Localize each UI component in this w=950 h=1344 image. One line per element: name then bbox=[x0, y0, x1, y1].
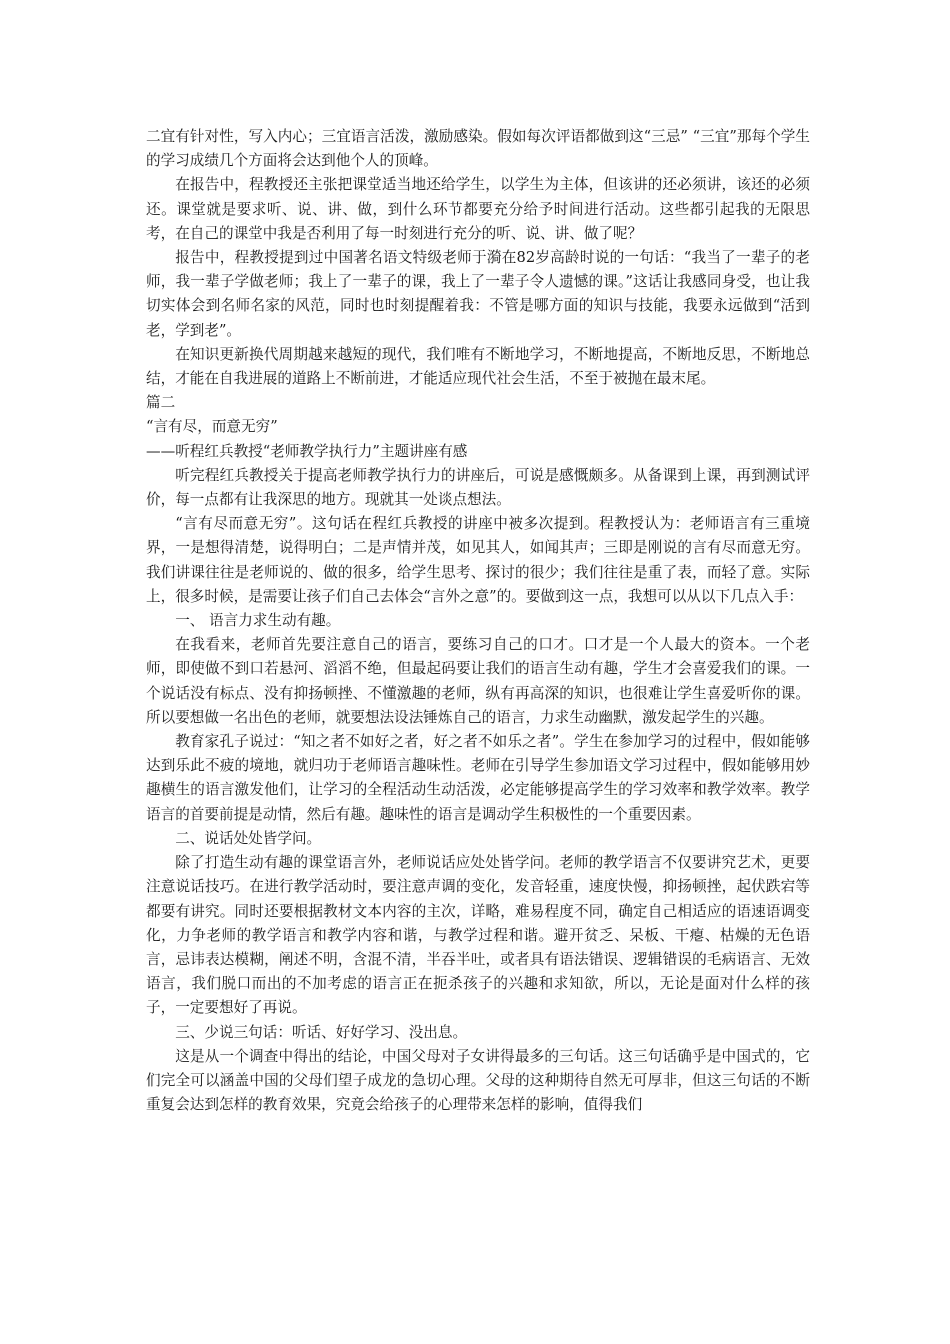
paragraph-confucius: 教育家孔子说过：“知之者不如好之者，好之者不如乐之者”。学生在参加学习的过程中，假如能够达到乐此不疲的境地，就归功于老师语言趣味性。老师在引导学生参加语文学习过程中，假如能够用妙趣横生的语言激发他们，让学习的全程活动生动活泼，必定能够提高学生的学习效率和教学效率。教学语言的首要前提是动情，然后有趣。趣味性的语言是调动学生积极性的一个重要因素。 bbox=[146, 733, 810, 823]
subheading-point-two: 二、说话处处皆学问。 bbox=[175, 829, 322, 847]
paragraph-continuation: 二宜有针对性，写入内心；三宜语言活泼，激励感染。假如每次评语都做到这“三忌” “三宜”那每个学生的学习成绩几个方面将会达到他个人的顶峰。 bbox=[146, 128, 810, 170]
subheading-point-one: 一、 语言力求生动有趣。 bbox=[175, 612, 341, 630]
article-subtitle: ——听程红兵教授“老师教学执行力”主题讲座有感 bbox=[146, 442, 468, 460]
paragraph-lifelong-learning: 在知识更新换代周期越来越短的现代，我们唯有不断地学习，不断地提高，不断地反思，不断地总结，才能在自我进展的道路上不断前进，才能适应现代社会生活，不至于被抛在最末尾。 bbox=[146, 345, 810, 388]
section-heading-part-two: 篇二 bbox=[146, 394, 176, 412]
paragraph-yu-yi-quote: 报告中，程教授提到过中国著名语文特级老师于漪在82岁高龄时说的一句话：“我当了一辈子的老师，我一辈子学做老师；我上了一辈子的课，我上了一辈子令人遗憾的课。”这话让我感同身受，也让我切实体会到名师名家的风范，同时也时刻提醒着我：不管是哪方面的知识与技能，我要永远做到“活到老，学到老”。 bbox=[146, 249, 810, 339]
paragraph-three-realms: “言有尽而意无穷”。这句话在程红兵教授的讲座中被多次提到。程教授认为：老师语言有三重境界，一是想得清楚，说得明白；二是声情并茂，如见其人，如闻其声；三即是刚说的言有尽而意无穷。我们讲课往往是老师说的、做的很多，给学生思考、探讨的很少；我们往往是重了表，而轻了意。实际上，很多时候，是需要让孩子们自己去体会“言外之意”的。要做到这一点，我想可以从以下几点入手： bbox=[146, 515, 810, 605]
paragraph-classroom: 在报告中，程教授还主张把课堂适当地还给学生，以学生为主体，但该讲的还必须讲，该还的必须还。课堂就是要求听、说、讲、做，到什么环节都要充分给予时间进行活动。这些都引起我的无限思考，在自己的课堂中我是否利用了每一时刻进行充分的听、说、讲、做了呢？ bbox=[146, 176, 810, 242]
paragraph-intro: 听完程红兵教授关于提高老师教学执行力的讲座后，可说是感慨颇多。从备课到上课，再到测试评价，每一点都有让我深思的地方。现就其一处谈点想法。 bbox=[146, 466, 810, 509]
paragraph-vivid-language: 在我看来，老师首先要注意自己的语言，要练习自己的口才。口才是一个人最大的资本。一个老师，即使做不到口若悬河、滔滔不绝，但最起码要让我们的语言生动有趣，学生才会喜爱我们的课。一个说话没有标点、没有抑扬顿挫、不懂激趣的老师，纵有再高深的知识，也很难让学生喜爱听你的课。所以要想做一名出色的老师，就要想法设法锤炼自己的语言，力求生动幽默，激发起学生的兴趣。 bbox=[146, 636, 810, 726]
article-title: “言有尽，而意无穷” bbox=[146, 418, 278, 436]
paragraph-three-sentences: 这是从一个调查中得出的结论，中国父母对子女讲得最多的三句话。这三句话确乎是中国式的，它们完全可以涵盖中国的父母们望子成龙的急切心理。父母的这种期待自然无可厚非，但这三句话的不断重复会达到怎样的教育效果，究竟会给孩子的心理带来怎样的影响，值得我们 bbox=[146, 1047, 810, 1114]
subheading-point-three: 三、少说三句话：听话、好好学习、没出息。 bbox=[175, 1023, 468, 1041]
document-page bbox=[146, 125, 810, 1117]
paragraph-speaking-skills: 除了打造生动有趣的课堂语言外，老师说话应处处皆学问。老师的教学语言不仅要讲究艺术，更要注意说话技巧。在进行教学活动时，要注意声调的变化，发音轻重，速度快慢，抑扬顿挫，起伏跌宕等都要有讲究。同时还要根据教材文本内容的主次，详略，难易程度不同，确定自己相适应的语速语调变化，力争老师的教学语言和教学内容和谐，与教学过程和谐。避开贫乏、呆板、干瘪、枯燥的无色语言，忌讳表达模糊，阐述不明，含混不清，半吞半吐，或者具有语法错误、逻辑错误的毛病语言、无效语言，我们脱口而出的不加考虑的语言正在扼杀孩子的兴趣和求知欲，所以，无论是面对什么样的孩子，一定要想好了再说。 bbox=[146, 854, 810, 1017]
